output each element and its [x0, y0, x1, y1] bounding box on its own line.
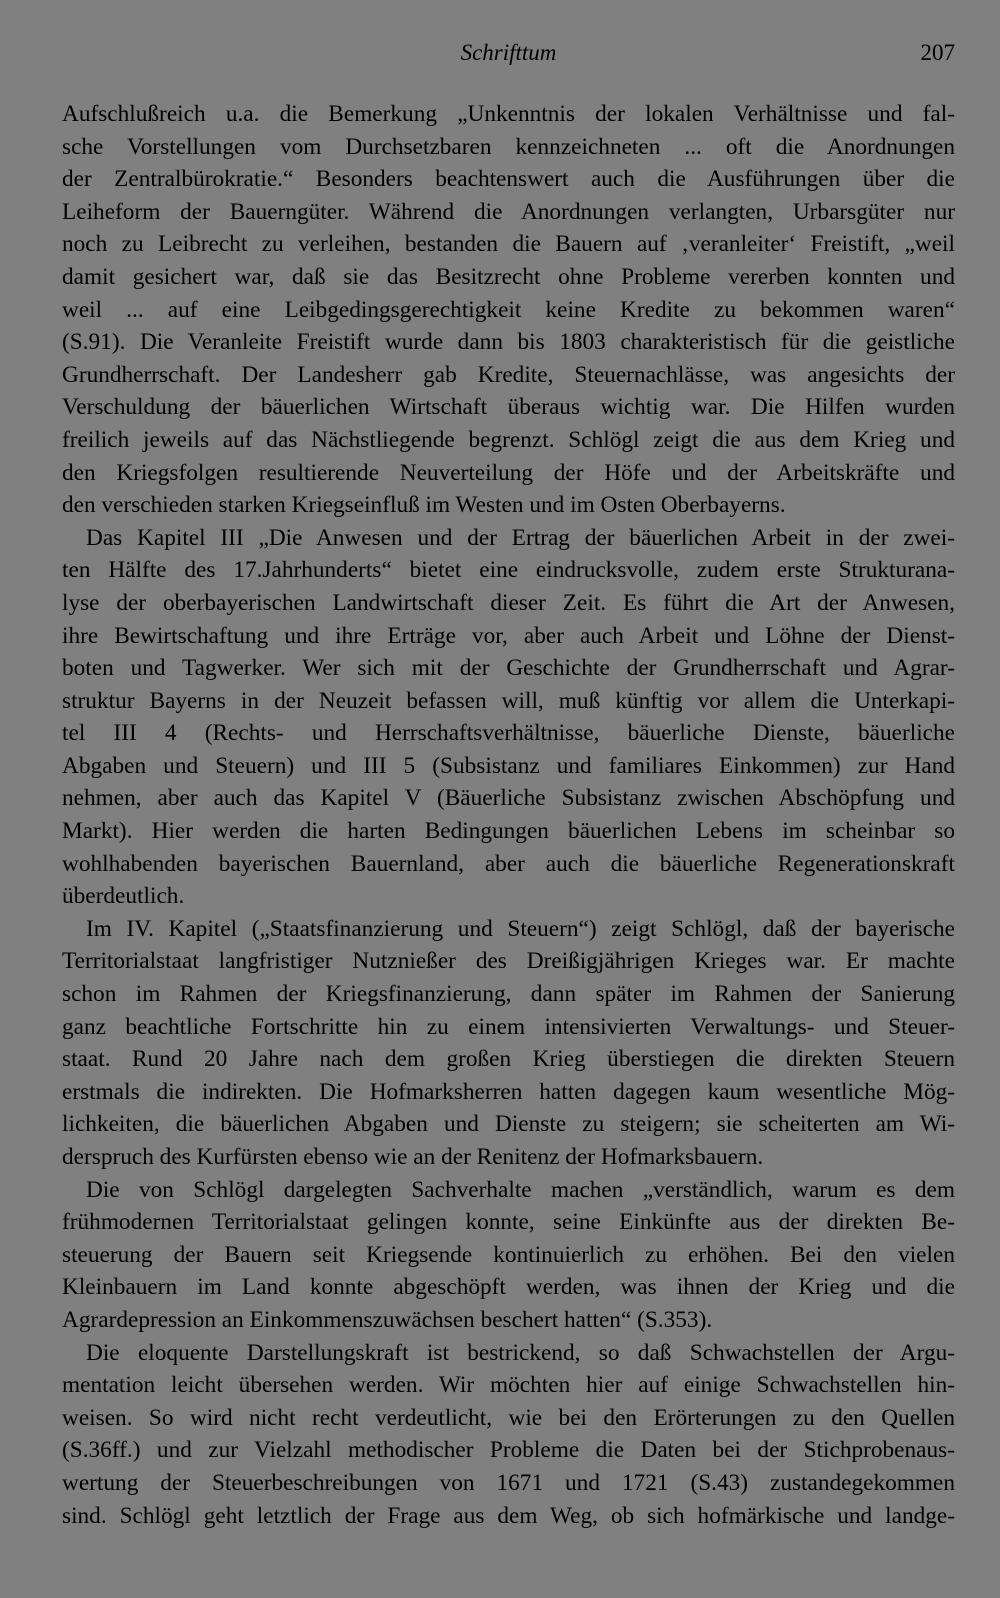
- text-line: (S.36ff.) und zur Vielzahl methodischer Probleme die Daten bei der Stichprobenaus-: [62, 1437, 955, 1464]
- text-line: mentation leicht übersehen werden. Wir möchten hier auf einige Schwachstellen hin-: [62, 1372, 955, 1399]
- page-header: [62, 36, 955, 70]
- text-line: ganz beachtliche Fortschritte hin zu einem intensivierten Verwaltungs- und Steuer-: [62, 1013, 955, 1040]
- text-line: Grundherrschaft. Der Landesherr gab Kredite, Steuernachlässe, was angesichts der: [62, 361, 955, 388]
- text-line: überdeutlich.: [62, 883, 185, 910]
- text-line: Territorialstaat langfristiger Nutznießer des Dreißigjährigen Krieges war. Er machte: [62, 948, 955, 975]
- text-line: lichkeiten, die bäuerlichen Abgaben und Dienste zu steigern; sie scheiterten am Wi-: [62, 1111, 955, 1138]
- text-line: Die eloquente Darstellungskraft ist bestrickend, so daß Schwachstellen der Argu-: [86, 1339, 955, 1366]
- text-line: Das Kapitel III „Die Anwesen und der Ertrag der bäuerlichen Arbeit in der zwei-: [86, 524, 955, 551]
- text-line: tel III 4 (Rechts- und Herrschaftsverhältnisse, bäuerliche Dienste, bäuerliche: [62, 720, 955, 747]
- text-line: (S.91). Die Veranleite Freistift wurde dann bis 1803 charakteristisch für die geistliche: [62, 329, 955, 356]
- text-line: den Kriegsfolgen resultierende Neuverteilung der Höfe und der Arbeitskräfte und: [62, 459, 955, 486]
- page-number: 207: [920, 40, 955, 65]
- body-text: [62, 98, 955, 1532]
- text-line: steuerung der Bauern seit Kriegsende kontinuierlich zu erhöhen. Bei den vielen: [62, 1241, 955, 1268]
- text-line: Verschuldung der bäuerlichen Wirtschaft überaus wichtig war. Die Hilfen wurden: [62, 394, 955, 421]
- text-line: Kleinbauern im Land konnte abgeschöpft werden, was ihnen der Krieg und die: [62, 1274, 955, 1301]
- text-line: noch zu Leibrecht zu verleihen, bestanden die Bauern auf ‚veranleiter‘ Freistift, „weil: [62, 231, 955, 258]
- text-line: Markt). Hier werden die harten Bedingungen bäuerlichen Lebens im scheinbar so: [62, 818, 955, 845]
- text-line: Agrardepression an Einkommenszuwächsen beschert hatten“ (S.353).: [62, 1306, 713, 1333]
- text-line: den verschieden starken Kriegseinfluß im Westen und im Osten Oberbayerns.: [62, 492, 786, 519]
- text-line: freilich jeweils auf das Nächstliegende begrenzt. Schlögl zeigt die aus dem Krieg und: [62, 426, 955, 453]
- text-line: derspruch des Kurfürsten ebenso wie an der Renitenz der Hofmarksbauern.: [62, 1144, 764, 1170]
- text-line: Leiheform der Bauerngüter. Während die Anordnungen verlangten, Urbarsgüter nur: [62, 198, 955, 225]
- text-line: ihre Bewirtschaftung und ihre Erträge vor, aber auch Arbeit und Löhne der Dienst-: [62, 622, 955, 649]
- text-line: wohlhabenden bayerischen Bauernland, aber auch die bäuerliche Regenerationskraft: [62, 850, 955, 877]
- text-line: weil ... auf eine Leibgedingsgerechtigkeit keine Kredite zu bekommen waren“: [62, 296, 955, 323]
- text-line: nehmen, aber auch das Kapitel V (Bäuerliche Subsistanz zwischen Abschöpfung und: [62, 785, 955, 812]
- running-title: Schrifttum: [460, 40, 557, 65]
- text-line: Im IV. Kapitel („Staatsfinanzierung und Steuern“) zeigt Schlögl, daß der bayerische: [86, 915, 955, 942]
- text-line: damit gesichert war, daß sie das Besitzrecht ohne Probleme vererben konnten und: [62, 263, 955, 290]
- text-line: frühmodernen Territorialstaat gelingen konnte, seine Einkünfte aus der direkten Be-: [62, 1209, 955, 1236]
- text-line: staat. Rund 20 Jahre nach dem großen Krieg überstiegen die direkten Steuern: [62, 1046, 955, 1073]
- text-line: Aufschlußreich u.a. die Bemerkung „Unkenntnis der lokalen Verhältnisse und fal-: [62, 101, 955, 127]
- text-line: sind. Schlögl geht letztlich der Frage aus dem Weg, ob sich hofmärkische und landge-: [62, 1502, 955, 1529]
- text-line: Abgaben und Steuern) und III 5 (Subsistanz und familiares Einkommen) zur Hand: [62, 752, 955, 779]
- text-line: erstmals die indirekten. Die Hofmarksherren hatten dagegen kaum wesentliche Mög-: [62, 1078, 955, 1105]
- text-line: der Zentralbürokratie.“ Besonders beachtenswert auch die Ausführungen über die: [62, 166, 955, 193]
- text-line: struktur Bayerns in der Neuzeit befassen will, muß künftig vor allem die Unterkapi-: [62, 687, 955, 714]
- text-line: wertung der Steuerbeschreibungen von 1671 und 1721 (S.43) zustandegekommen: [62, 1469, 955, 1496]
- text-line: weisen. So wird nicht recht verdeutlicht, wie bei den Erörterungen zu den Quellen: [62, 1404, 955, 1431]
- text-line: lyse der oberbayerischen Landwirtschaft dieser Zeit. Es führt die Art der Anwesen,: [62, 589, 955, 616]
- text-line: Die von Schlögl dargelegten Sachverhalte machen „verständlich, warum es dem: [86, 1176, 955, 1203]
- text-line: ten Hälfte des 17.Jahrhunderts“ bietet eine eindrucksvolle, zudem erste Strukturana-: [62, 557, 955, 584]
- text-line: sche Vorstellungen vom Durchsetzbaren kennzeichneten ... oft die Anordnungen: [62, 133, 955, 160]
- text-line: boten und Tagwerker. Wer sich mit der Geschichte der Grundherrschaft und Agrar-: [62, 655, 955, 682]
- text-line: schon im Rahmen der Kriegsfinanzierung, dann später im Rahmen der Sanierung: [62, 981, 955, 1008]
